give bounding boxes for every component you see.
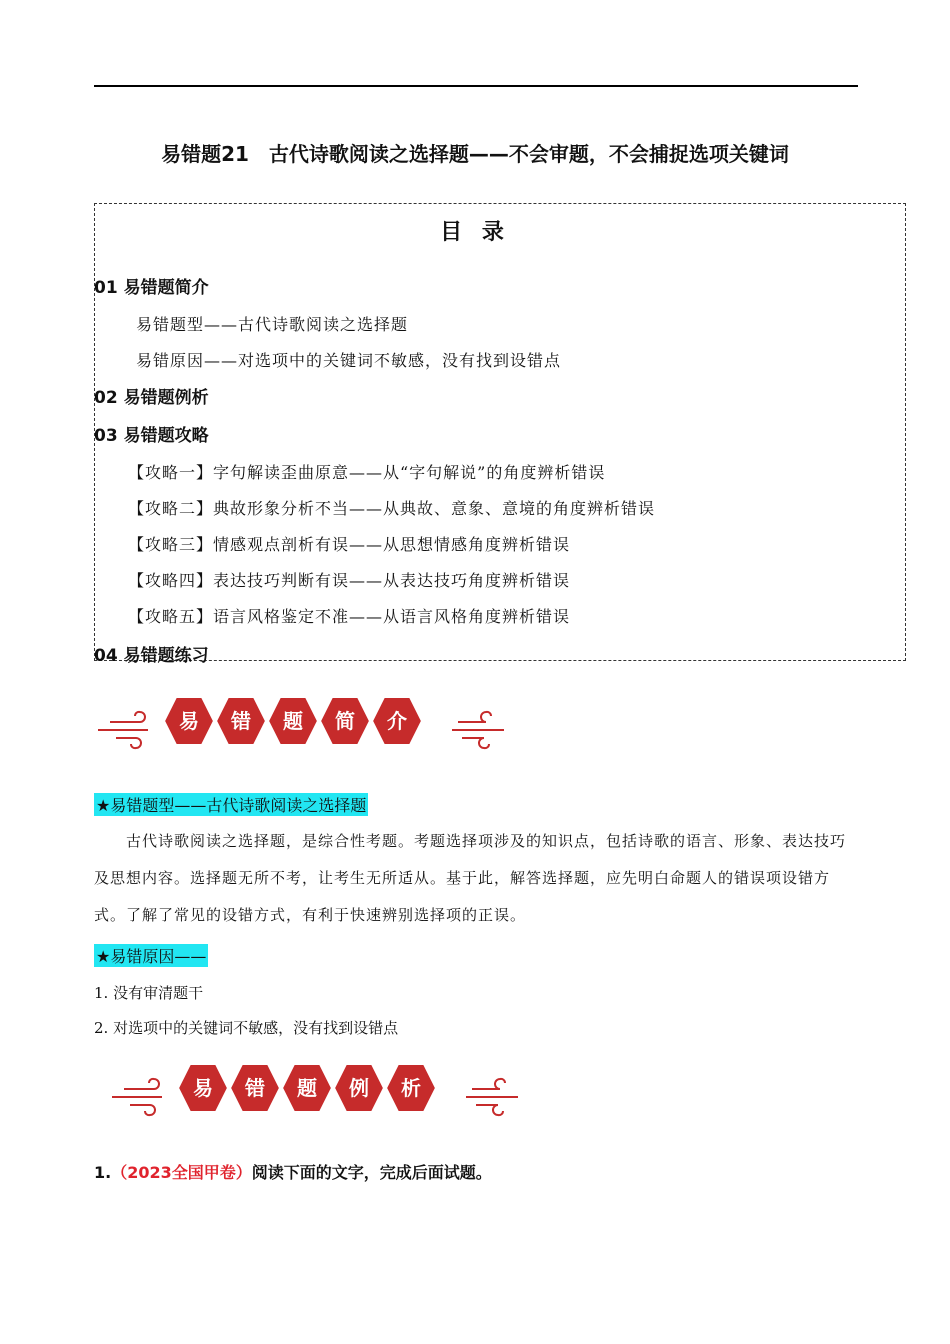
hexagon-char-2 bbox=[216, 697, 266, 745]
hexagon-char-2 bbox=[230, 1064, 280, 1112]
banner-char: 错 bbox=[231, 709, 251, 733]
hexagon-char-3 bbox=[268, 697, 318, 745]
toc-section-3[interactable]: 03 易错题攻略 bbox=[94, 426, 209, 446]
reason-item: 1. 没有审清题干 bbox=[94, 984, 204, 1002]
question-number: 1. bbox=[94, 1163, 112, 1182]
question-source: （2023全国甲卷） bbox=[111, 1163, 252, 1182]
toc-item[interactable]: 【攻略一】字句解读歪曲原意——从“字句解说”的角度辨析错误 bbox=[128, 463, 606, 482]
cloud-ornament-right-icon bbox=[452, 712, 504, 748]
cloud-ornament-right-icon bbox=[466, 1079, 518, 1115]
hexagon-char-1 bbox=[178, 1064, 228, 1112]
banner-char: 题 bbox=[283, 709, 303, 733]
banner-char: 例 bbox=[349, 1076, 369, 1100]
banner-char: 错 bbox=[245, 1076, 265, 1100]
toc-section-1[interactable]: 01 易错题简介 bbox=[94, 278, 209, 298]
table-of-contents-box bbox=[94, 203, 906, 661]
cloud-ornament-left-icon bbox=[112, 1079, 162, 1115]
banner-char: 简 bbox=[335, 709, 355, 733]
banner-char: 题 bbox=[297, 1076, 317, 1100]
toc-item[interactable]: 【攻略三】情感观点剖析有误——从思想情感角度辨析错误 bbox=[128, 535, 571, 554]
type-paragraph: 古代诗歌阅读之选择题，是综合性考题。考题选择项涉及的知识点，包括诗歌的语言、形象、表达技巧及思想内容。选择题无所不考，让考生无所适从。基于此，解答选择题，应先明白命题人的错误项设错方式。了解了常见的设错方式，有利于快速辨别选择项的正误。 bbox=[94, 832, 847, 924]
question-1 bbox=[94, 1160, 492, 1183]
cloud-ornament-left-icon bbox=[98, 712, 148, 748]
reason-heading: ★易错原因—— bbox=[94, 944, 208, 967]
banner-char: 介 bbox=[387, 709, 407, 733]
banner-char: 易 bbox=[179, 709, 199, 733]
toc-heading: 目 录 bbox=[440, 220, 510, 245]
hexagon-char-4 bbox=[320, 697, 370, 745]
toc-item[interactable]: 【攻略四】表达技巧判断有误——从表达技巧角度辨析错误 bbox=[128, 571, 571, 590]
section-banner-examples bbox=[110, 1055, 520, 1121]
document-title: 易错题21 古代诗歌阅读之选择题——不会审题，不会捕捉选项关键词 bbox=[161, 142, 789, 166]
hexagon-char-5 bbox=[386, 1064, 436, 1112]
type-heading: ★易错题型——古代诗歌阅读之选择题 bbox=[94, 793, 368, 816]
toc-item[interactable]: 【攻略五】语言风格鉴定不准——从语言风格角度辨析错误 bbox=[128, 607, 571, 626]
toc-item[interactable]: 易错原因——对选项中的关键词不敏感，没有找到设错点 bbox=[136, 351, 562, 370]
section-banner-intro bbox=[96, 688, 506, 754]
toc-section-2[interactable]: 02 易错题例析 bbox=[94, 388, 209, 408]
question-text: 阅读下面的文字，完成后面试题。 bbox=[251, 1163, 492, 1182]
banner-char: 易 bbox=[193, 1076, 213, 1100]
hexagon-char-4 bbox=[334, 1064, 384, 1112]
header-rule bbox=[94, 85, 858, 87]
hexagon-char-5 bbox=[372, 697, 422, 745]
banner-char: 析 bbox=[401, 1076, 421, 1100]
toc-item[interactable]: 【攻略二】典故形象分析不当——从典故、意象、意境的角度辨析错误 bbox=[128, 499, 656, 518]
reason-item: 2. 对选项中的关键词不敏感，没有找到设错点 bbox=[94, 1019, 399, 1037]
toc-section-4[interactable]: 04 易错题练习 bbox=[94, 646, 209, 666]
toc-item[interactable]: 易错题型——古代诗歌阅读之选择题 bbox=[136, 315, 409, 334]
hexagon-char-3 bbox=[282, 1064, 332, 1112]
hexagon-char-1 bbox=[164, 697, 214, 745]
